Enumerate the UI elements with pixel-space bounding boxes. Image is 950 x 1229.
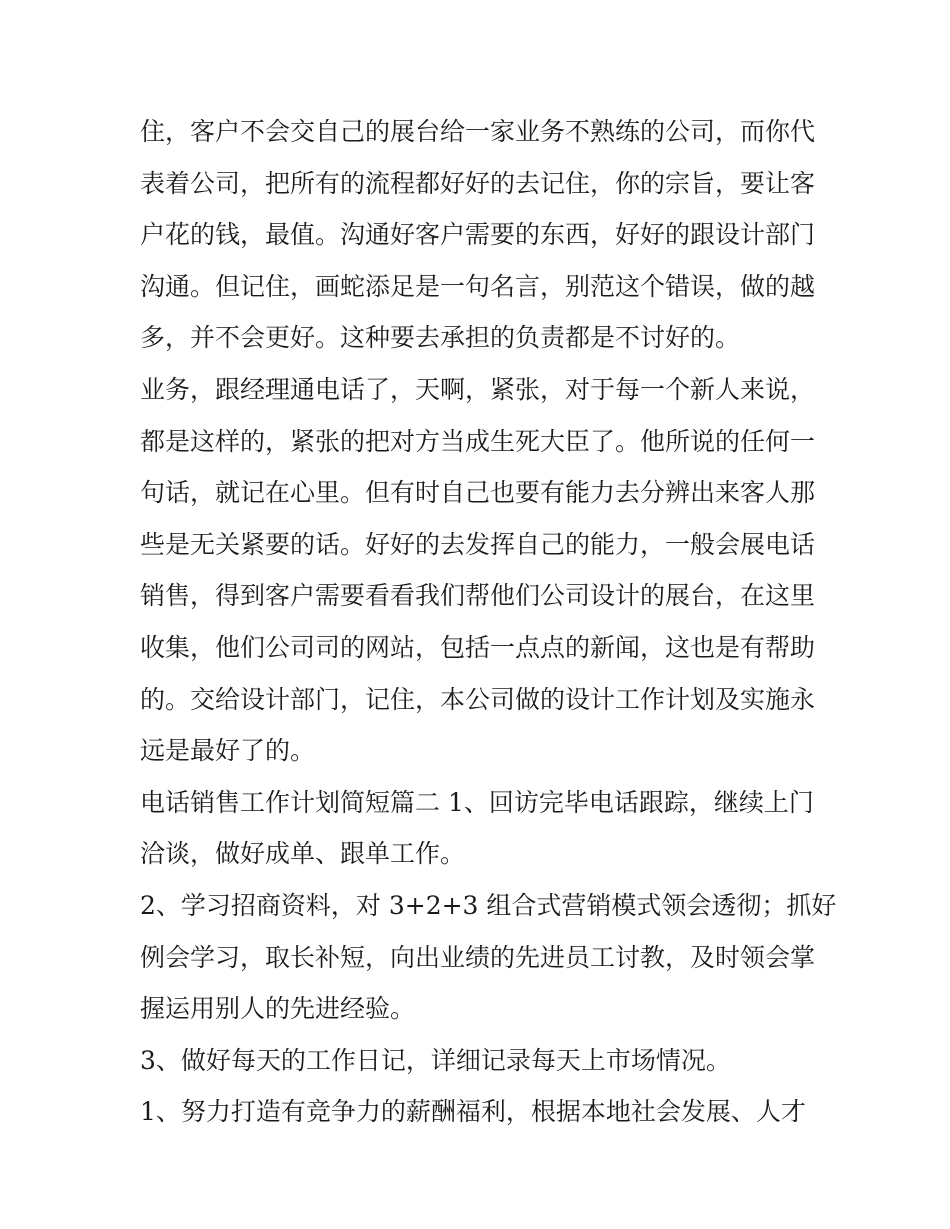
text-line: 沟通。但记住，画蛇添足是一句名言，别范这个错误，做的越 bbox=[140, 271, 816, 301]
text-line: 业务，跟经理通电话了，天啊，紧张，对于每一个新人来说， bbox=[140, 374, 816, 404]
text-line: 销售，得到客户需要看看我们帮他们公司设计的展台，在这里 bbox=[140, 581, 816, 611]
text-line: 1、努力打造有竞争力的薪酬福利，根据本地社会发展、人才 bbox=[140, 1097, 806, 1127]
text-line: 例会学习，取长补短，向出业绩的先进员工讨教，及时领会掌 bbox=[140, 942, 816, 972]
text-line: 些是无关紧要的话。好好的去发挥自己的能力，一般会展电话 bbox=[140, 529, 816, 559]
text-line: 都是这样的，紧张的把对方当成生死大臣了。他所说的任何一 bbox=[140, 426, 816, 456]
text-line: 表着公司，把所有的流程都好好的去记住，你的宗旨，要让客 bbox=[140, 168, 816, 198]
text-line: 多，并不会更好。这种要去承担的负责都是不讨好的。 bbox=[140, 323, 741, 353]
text-line: 电话销售工作计划简短篇二 1、回访完毕电话跟踪，继续上门 bbox=[140, 787, 814, 817]
text-line: 3、做好每天的工作日记，详细记录每天上市场情况。 bbox=[140, 1045, 731, 1075]
text-line: 住，客户不会交自己的展台给一家业务不熟练的公司，而你代 bbox=[140, 117, 816, 146]
text-line: 洽谈，做好成单、跟单工作。 bbox=[140, 839, 466, 869]
document-body bbox=[140, 106, 840, 1138]
text-line: 的。交给设计部门，记住，本公司做的设计工作计划及实施永 bbox=[140, 684, 816, 714]
text-line: 收集，他们公司司的网站，包括一点点的新闻，这也是有帮助 bbox=[140, 632, 816, 662]
text-line: 握运用别人的先进经验。 bbox=[140, 994, 416, 1024]
text-line: 远是最好了的。 bbox=[140, 736, 316, 766]
text-line: 句话，就记在心里。但有时自己也要有能力去分辨出来客人那 bbox=[140, 478, 816, 508]
text-line: 户花的钱，最值。沟通好客户需要的东西，好好的跟设计部门 bbox=[140, 220, 816, 250]
text-line: 2、学习招商资料，对 3+2+3 组合式营销模式领会透彻；抓好 bbox=[140, 890, 837, 920]
